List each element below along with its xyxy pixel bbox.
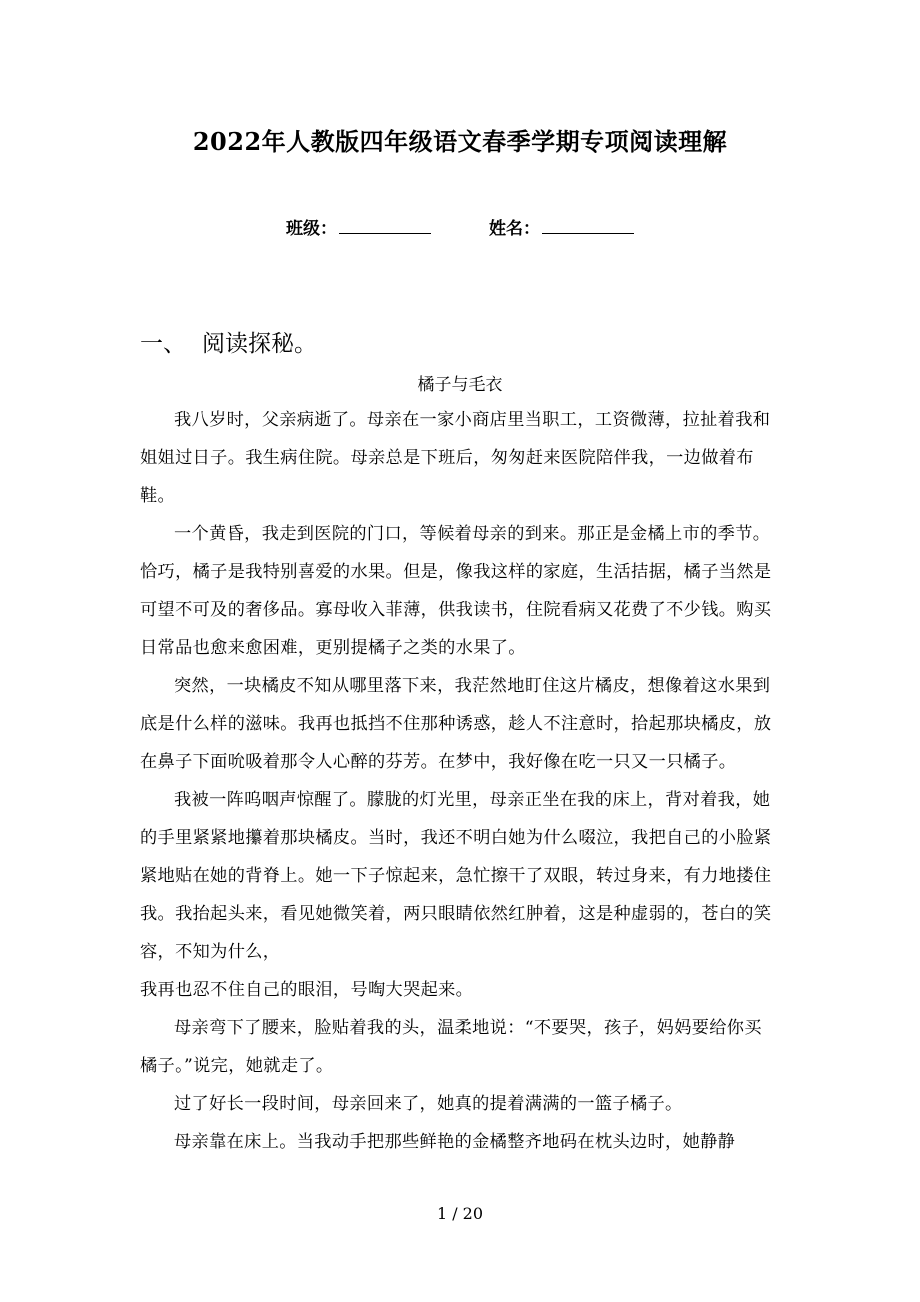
- paragraph-1: 我八岁时，父亲病逝了。母亲在一家小商店里当职工，工资微薄，拉扯着我和姐姐过日子。我生病住院。母亲总是下班后，匆匆赶来医院陪伴我，一边做着布鞋。: [140, 410, 771, 506]
- name-blank: [542, 219, 634, 234]
- class-field: [286, 214, 431, 239]
- class-label: 班级：: [286, 219, 338, 239]
- student-info: [0, 214, 920, 239]
- story-body: [140, 401, 772, 1161]
- class-blank: [339, 219, 431, 234]
- section-number: 一、: [140, 331, 186, 357]
- paragraph-3: 突然，一块橘皮不知从哪里落下来，我茫然地盯住这片橘皮，想像着这水果到底是什么样的滋味。我再也抵挡不住那种诱惑，趁人不注意时，拾起那块橘皮，放在鼻子下面吮吸着那令人心醉的芬芳。在梦中，我好像在吃一只又一只橘子。: [140, 676, 772, 772]
- name-label: 姓名：: [488, 219, 540, 239]
- paragraph-7: 过了好长一段时间，母亲回来了，她真的提着满满的一篮子橘子。: [174, 1094, 683, 1114]
- paragraph-8: 母亲靠在床上。当我动手把那些鲜艳的金橘整齐地码在枕头边时，她静静: [174, 1132, 736, 1152]
- paragraph-6: 母亲弯下了腰来，脸贴着我的头，温柔地说：“不要哭，孩子，妈妈要给你买橘子。”说完，她就走了。: [140, 1018, 762, 1076]
- paragraph-5: 我再也忍不住自己的眼泪，号啕大哭起来。: [140, 980, 474, 1000]
- story-title: 橘子与毛衣: [417, 375, 503, 395]
- document-title: 2022年人教版四年级语文春季学期专项阅读理解: [192, 127, 728, 156]
- paragraph-4: 我被一阵呜咽声惊醒了。朦胧的灯光里，母亲正坐在我的床上，背对着我，她的手里紧紧地攥着那块橘皮。当时，我还不明白她为什么啜泣，我把自己的小脸紧紧地贴在她的背脊上。她一下子惊起来，急忙擦干了双眼，转过身来，有力地搂住我。我抬起头来，看见她微笑着，两只眼睛依然红肿着，这是种虚弱的，苍白的笑容，不知为什么，: [140, 790, 772, 962]
- section-title: 阅读探秘。: [202, 331, 317, 357]
- page-number: 1 / 20: [436, 1204, 484, 1223]
- name-field: [489, 214, 634, 239]
- section-heading: [140, 325, 317, 358]
- paragraph-2: 一个黄昏，我走到医院的门口，等候着母亲的到来。那正是金橘上市的季节。恰巧，橘子是我特别喜爱的水果。但是，像我这样的家庭，生活拮据，橘子当然是可望不可及的奢侈品。寡母收入菲薄，供我读书，住院看病又花费了不少钱。购买日常品也愈来愈困难，更别提橘子之类的水果了。: [140, 524, 772, 658]
